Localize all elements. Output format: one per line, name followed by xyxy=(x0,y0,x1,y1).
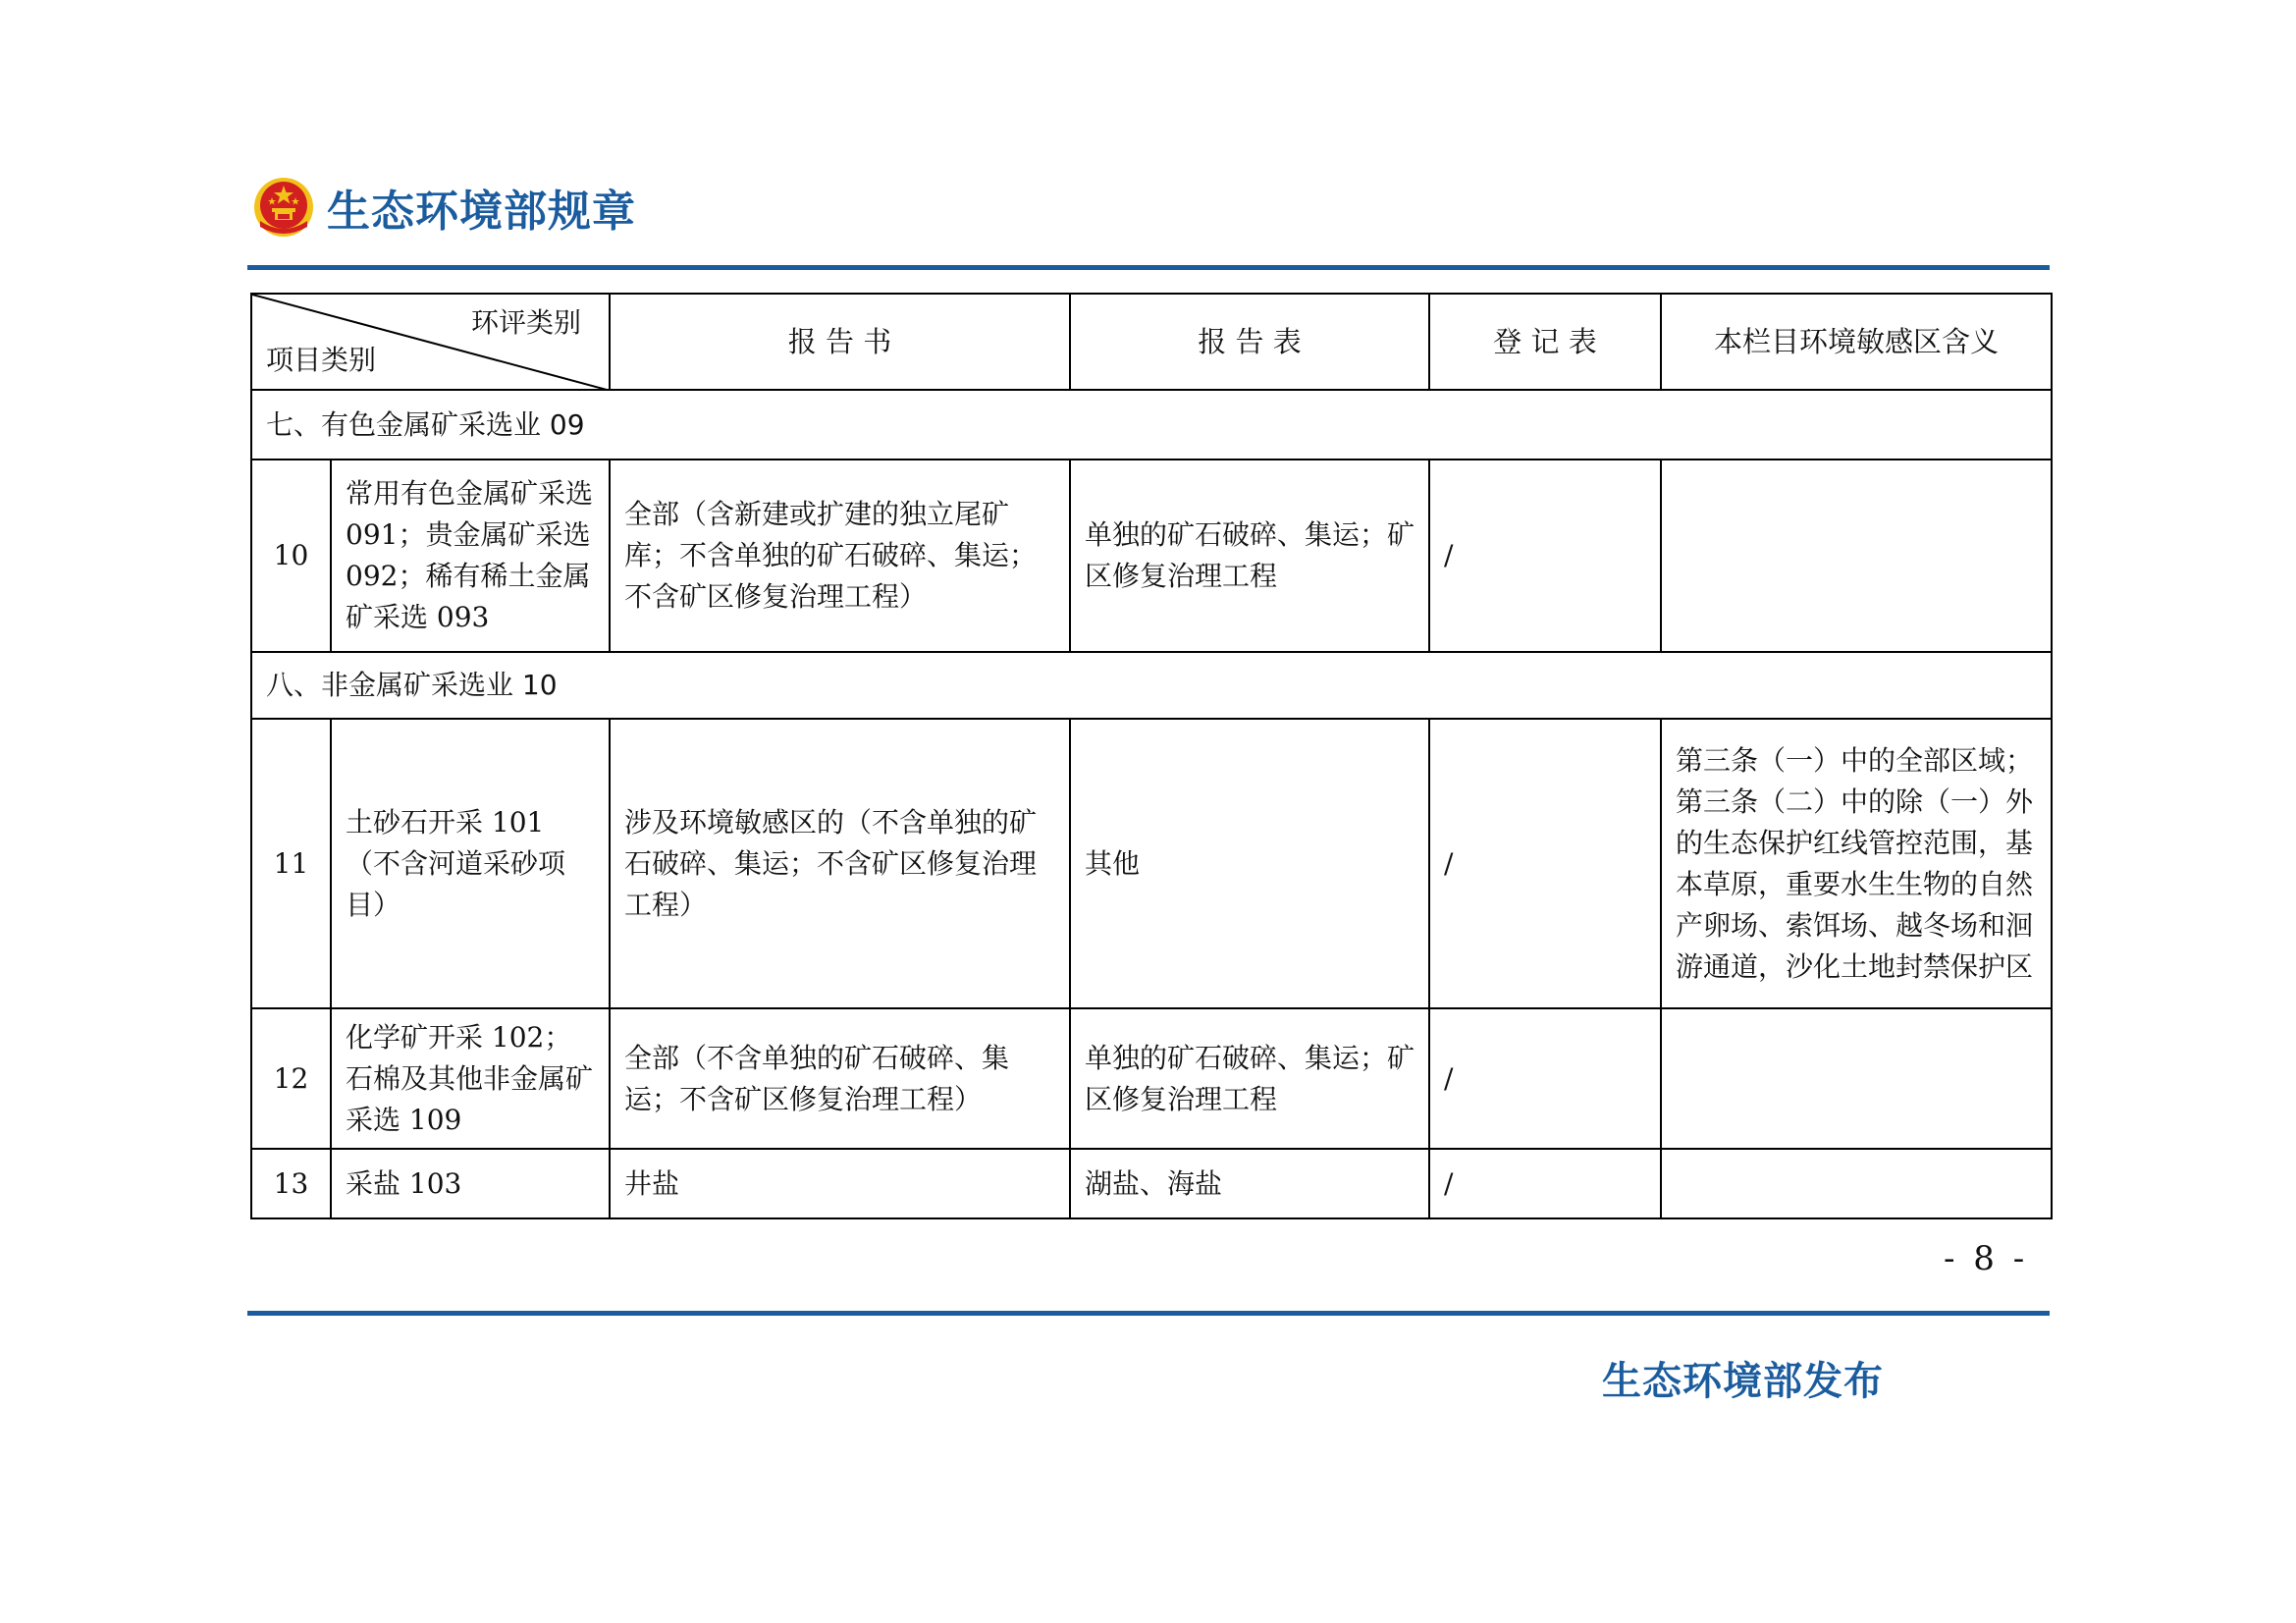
page-header xyxy=(252,173,636,242)
table-row xyxy=(251,460,2052,652)
national-emblem-icon xyxy=(252,176,315,239)
corner-bottom-label: 项目类别 xyxy=(266,344,377,376)
project-category-cell: 化学矿开采 102；石棉及其他非金属矿采选 109 xyxy=(331,1008,610,1149)
corner-header-cell xyxy=(251,294,610,390)
row-number: 11 xyxy=(251,719,331,1008)
section-title: 七、有色金属矿采选业 09 xyxy=(251,390,2052,460)
report-book-cell: 涉及环境敏感区的（不含单独的矿石破碎、集运；不含矿区修复治理工程） xyxy=(610,719,1070,1008)
row-number: 10 xyxy=(251,460,331,652)
table-row xyxy=(251,1149,2052,1218)
section-row xyxy=(251,390,2052,460)
registration-cell: / xyxy=(1429,1008,1661,1149)
sensitive-area-cell xyxy=(1661,1149,2052,1218)
corner-top-label: 环评类别 xyxy=(470,306,581,339)
section-row xyxy=(251,652,2052,719)
report-form-cell: 湖盐、海盐 xyxy=(1070,1149,1429,1218)
project-category-cell: 常用有色金属矿采选 091；贵金属矿采选 092；稀有稀土金属矿采选 093 xyxy=(331,460,610,652)
sensitive-area-cell: 第三条（一）中的全部区域；第三条（二）中的除（一）外的生态保护红线管控范围，基本草原，重要水生生物的自然产卵场、索饵场、越冬场和洄游通道，沙化土地封禁保护区 xyxy=(1661,719,2052,1008)
report-book-cell: 井盐 xyxy=(610,1149,1070,1218)
footer-rule xyxy=(247,1311,2050,1316)
publisher-label: 生态环境部发布 xyxy=(1602,1359,1884,1404)
row-number: 12 xyxy=(251,1008,331,1149)
project-category-cell: 土砂石开采 101（不含河道采砂项目） xyxy=(331,719,610,1008)
header-rule xyxy=(247,265,2050,270)
registration-cell: / xyxy=(1429,1149,1661,1218)
report-book-cell: 全部（不含单独的矿石破碎、集运；不含矿区修复治理工程） xyxy=(610,1008,1070,1149)
registration-cell: / xyxy=(1429,719,1661,1008)
section-title: 八、非金属矿采选业 10 xyxy=(251,652,2052,719)
project-category-cell: 采盐 103 xyxy=(331,1149,610,1218)
page-number: - 8 - xyxy=(1944,1239,2029,1278)
column-header-report-book: 报 告 书 xyxy=(610,294,1070,390)
report-form-cell: 单独的矿石破碎、集运；矿区修复治理工程 xyxy=(1070,460,1429,652)
column-header-report-form: 报 告 表 xyxy=(1070,294,1429,390)
registration-cell: / xyxy=(1429,460,1661,652)
table-row xyxy=(251,719,2052,1008)
table-header-row xyxy=(251,294,2052,390)
sensitive-area-cell xyxy=(1661,1008,2052,1149)
header-title: 生态环境部规章 xyxy=(327,187,636,237)
sensitive-area-cell xyxy=(1661,460,2052,652)
report-book-cell: 全部（含新建或扩建的独立尾矿库；不含单独的矿石破碎、集运；不含矿区修复治理工程） xyxy=(610,460,1070,652)
classification-table xyxy=(250,293,2053,1219)
report-form-cell: 其他 xyxy=(1070,719,1429,1008)
row-number: 13 xyxy=(251,1149,331,1218)
report-form-cell: 单独的矿石破碎、集运；矿区修复治理工程 xyxy=(1070,1008,1429,1149)
column-header-registration: 登 记 表 xyxy=(1429,294,1661,390)
table-row xyxy=(251,1008,2052,1149)
column-header-sensitive-area: 本栏目环境敏感区含义 xyxy=(1661,294,2052,390)
